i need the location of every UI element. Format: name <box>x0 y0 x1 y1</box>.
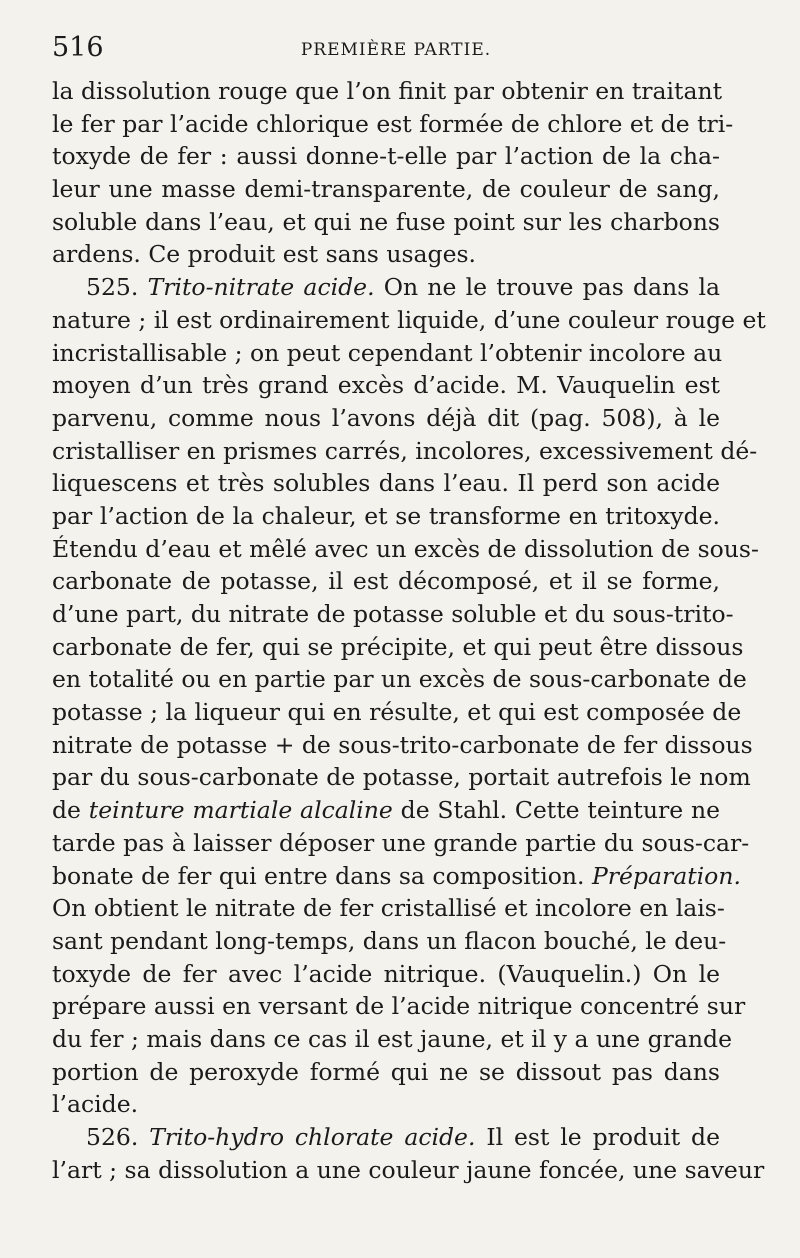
text-line: prépare aussi en versant de l’acide nitrique concentré sur <box>52 992 746 1021</box>
text-run: On ne le trouve pas dans la <box>383 273 720 302</box>
text-line: carbonate de fer, qui se précipite, et qui peut être dissous <box>52 632 744 661</box>
text-line: l’acide. <box>52 1090 139 1119</box>
text-line: du fer ; mais dans ce cas il est jaune, et il y a une grande <box>52 1024 733 1053</box>
section-title: Trito-nitrate acide. <box>147 273 375 302</box>
paragraph-526-first-line <box>52 1121 720 1154</box>
text-line: sant pendant long-temps, dans un flacon bouché, le deu- <box>52 926 727 955</box>
page-header <box>52 30 740 64</box>
text-line: leur une masse demi-transparente, de couleur de sang, <box>52 175 720 204</box>
text-line: ardens. Ce produit est sans usages. <box>52 240 477 269</box>
text-line: On obtient le nitrate de fer cristallisé et incolore en lais- <box>52 894 725 923</box>
paragraph-525-first-line <box>52 271 720 304</box>
text-line: liquescens et très solubles dans l’eau. Il perd son acide <box>52 469 720 498</box>
text-line: portion de peroxyde formé qui ne se dissout pas dans <box>52 1057 720 1086</box>
text-line: nature ; il est ordinairement liquide, d’une couleur rouge et <box>52 305 766 334</box>
text-line: tarde pas à laisser déposer une grande partie du sous-car- <box>52 828 750 857</box>
text-block <box>52 75 766 1186</box>
text-line: nitrate de potasse + de sous-trito-carbonate de fer dissous <box>52 730 753 759</box>
text-run: bonate de fer qui entre dans sa composition. <box>52 861 585 890</box>
text-line: toxyde de fer avec l’acide nitrique. (Vauquelin.) On le <box>52 959 720 988</box>
text-line: moyen d’un très grand excès d’acide. M. Vauquelin est <box>52 371 720 400</box>
page-number: 516 <box>52 32 104 63</box>
text-line: incristallisable ; on peut cependant l’obtenir incolore au <box>52 338 723 367</box>
text-run: de Stahl. Cette teinture ne <box>400 796 720 825</box>
text-line: par du sous-carbonate de potasse, portait autrefois le nom <box>52 763 751 792</box>
text-line: d’une part, du nitrate de potasse soluble et du sous-trito- <box>52 600 734 628</box>
text-run: Il est le produit de <box>486 1123 720 1151</box>
text-line: toxyde de fer : aussi donne-t-elle par l’action de la cha- <box>52 142 720 171</box>
section-title: Trito-hydro chlorate acide. <box>149 1123 476 1151</box>
text-line <box>52 794 720 827</box>
text-line: carbonate de potasse, il est décomposé, et il se forme, <box>52 567 720 596</box>
text-line: le fer par l’acide chlorique est formée de chlore et de tri- <box>52 109 734 138</box>
text-line <box>52 860 741 893</box>
italic-term: Préparation. <box>591 861 741 890</box>
text-line: parvenu, comme nous l’avons déjà dit (pag. 508), à le <box>52 403 720 432</box>
text-line: la dissolution rouge que l’on finit par obtenir en traitant <box>52 77 723 105</box>
running-head: PREMIÈRE PARTIE. <box>300 40 492 60</box>
paragraph-number: 526. <box>86 1123 139 1151</box>
italic-term: teinture martiale alcaline <box>88 796 393 825</box>
text-line: en totalité ou en partie par un excès de sous-carbonate de <box>52 665 747 694</box>
paragraph-number: 525. <box>86 273 139 302</box>
text-line: soluble dans l’eau, et qui ne fuse point sur les charbons <box>52 207 720 236</box>
text-line: cristalliser en prismes carrés, incolores, excessivement dé- <box>52 436 758 465</box>
text-run: de <box>52 796 81 825</box>
text-line: Étendu d’eau et mêlé avec un excès de dissolution de sous- <box>52 534 759 563</box>
text-line: potasse ; la liqueur qui en résulte, et qui est composée de <box>52 698 742 727</box>
text-line: l’art ; sa dissolution a une couleur jaune foncée, une saveur <box>52 1155 765 1184</box>
text-line: par l’action de la chaleur, et se transforme en tritoxyde. <box>52 501 720 530</box>
